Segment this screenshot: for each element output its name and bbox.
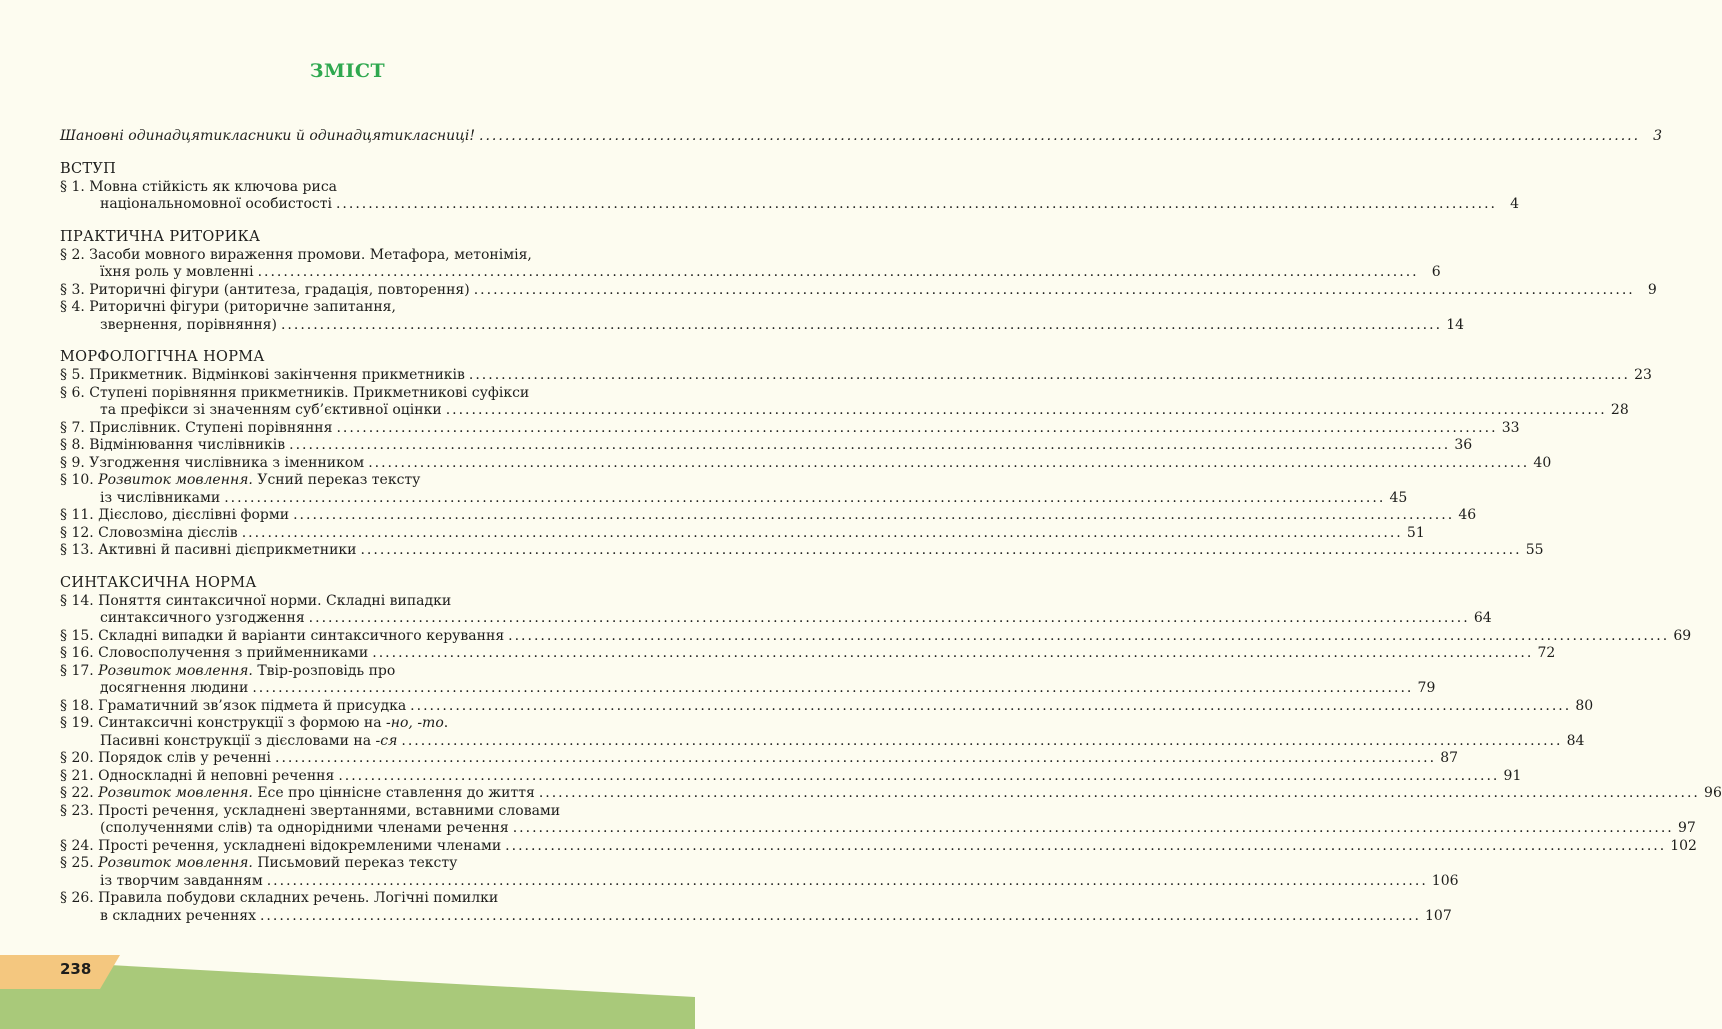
toc-entry[interactable]	[60, 837, 1697, 856]
toc-line-text	[100, 402, 442, 420]
toc-text-rest: .	[443, 715, 449, 731]
toc-entry[interactable]	[60, 419, 1520, 438]
dot-leader	[258, 264, 1419, 282]
toc-page-number[interactable]: 107	[1425, 907, 1452, 924]
toc-line	[60, 715, 611, 733]
toc-line-text	[60, 803, 560, 821]
toc-page-number[interactable]: 4	[1510, 196, 1520, 212]
toc-line-text	[60, 838, 501, 856]
toc-line-text	[100, 873, 263, 891]
toc-line-text	[60, 698, 406, 716]
toc-page-number[interactable]: 23	[1634, 367, 1652, 383]
dot-leader	[224, 490, 1385, 508]
toc-line	[60, 645, 1556, 663]
toc-line-text	[60, 247, 532, 265]
toc-entry[interactable]	[60, 662, 1436, 698]
toc-text: § 11. Дієслово, дієслівні форми	[60, 507, 290, 523]
dot-leader	[309, 610, 1470, 628]
toc-line-text	[60, 472, 420, 490]
toc-page-number[interactable]: 6	[1431, 264, 1441, 280]
dot-leader	[293, 507, 1454, 525]
toc-line-text	[60, 750, 271, 768]
toc-page-number[interactable]: 45	[1389, 489, 1408, 506]
table-of-contents	[60, 128, 1722, 925]
toc-text: § 13. Активні й пасивні дієприкметники	[60, 542, 357, 558]
toc-page-number[interactable]: 33	[1501, 419, 1520, 436]
toc-text-rest: Есе про ціннісне ставлення до життя	[252, 785, 535, 801]
toc-line-text	[60, 507, 289, 525]
toc-text: із творчим завданням	[100, 872, 263, 889]
dot-leader	[474, 282, 1635, 300]
toc-line	[60, 855, 611, 873]
toc-line	[60, 472, 611, 490]
dot-leader	[360, 542, 1521, 560]
toc-page-number[interactable]: 64	[1473, 610, 1492, 626]
toc-entry[interactable]	[60, 715, 1585, 750]
toc-text: Пасивні конструкції з дієсловами на	[100, 732, 376, 749]
dot-leader	[410, 698, 1571, 716]
toc-italic-text: -ся	[375, 732, 398, 749]
toc-entry[interactable]	[60, 627, 1692, 646]
toc-text: § 8. Відмінювання числівників	[60, 437, 286, 453]
toc-line	[60, 593, 611, 611]
toc-line-text	[100, 196, 332, 214]
dot-leader	[260, 908, 1421, 926]
toc-entry[interactable]	[60, 472, 1408, 507]
dot-leader	[505, 838, 1666, 856]
toc-intro[interactable]	[60, 128, 1663, 146]
dot-leader	[289, 437, 1450, 455]
toc-line-text	[60, 890, 498, 908]
toc-entry[interactable]	[60, 281, 1657, 300]
toc-line	[60, 542, 1544, 560]
toc-text: § 23. Прості речення, ускладнені звертаннями, вставними словами	[60, 802, 561, 819]
section-heading: МОРФОЛОГІЧНА НОРМА	[60, 349, 265, 365]
toc-page-number[interactable]: 14	[1446, 316, 1465, 333]
dot-leader	[469, 367, 1630, 385]
toc-entry[interactable]	[60, 645, 1556, 663]
toc-line-text	[100, 820, 509, 838]
toc-line-text	[60, 768, 334, 786]
dot-leader	[372, 645, 1533, 663]
toc-line	[60, 837, 1697, 856]
toc-page-number[interactable]: 55	[1525, 542, 1544, 558]
dot-leader	[252, 680, 1413, 698]
toc-entry[interactable]	[60, 542, 1544, 560]
toc-text: § 24. Прості речення, ускладнені відокремленими членами	[60, 837, 502, 854]
toc-line-text	[60, 367, 465, 385]
toc-line-text	[100, 264, 254, 282]
dot-leader	[242, 525, 1403, 543]
toc-line	[60, 627, 1692, 646]
toc-line	[60, 507, 1477, 525]
toc-line	[60, 890, 611, 908]
toc-line-text	[100, 733, 397, 751]
toc-line-text	[100, 490, 220, 508]
toc-page-number[interactable]: 84	[1566, 732, 1585, 749]
toc-page-number[interactable]: 3	[1653, 128, 1663, 144]
toc-line-text	[60, 525, 238, 543]
toc-text: § 22.	[60, 785, 99, 801]
toc-entry[interactable]	[60, 890, 1452, 925]
dot-leader	[479, 128, 1640, 146]
toc-entry[interactable]	[60, 384, 1629, 420]
toc-entry[interactable]	[60, 524, 1425, 543]
toc-italic-text: -но, -то	[386, 715, 444, 731]
toc-entry[interactable]	[60, 299, 1465, 334]
footer-decoration	[0, 929, 695, 1029]
toc-text: § 2. Засоби мовного вираження промови. Метафора, метонімія,	[60, 246, 532, 263]
toc-text: синтаксичного узгодження	[100, 610, 305, 626]
toc-entry[interactable]	[60, 802, 1696, 838]
toc-italic-text: Розвиток мовлення.	[98, 855, 253, 871]
toc-line	[60, 454, 1552, 473]
toc-text: § 15. Складні випадки й варіанти синтаксичного керування	[60, 627, 505, 644]
toc-entry[interactable]	[60, 178, 1520, 214]
toc-text: § 4. Риторичні фігури (риторичне запитання,	[60, 299, 396, 315]
toc-line	[60, 367, 1652, 385]
toc-text: § 20. Порядок слів у реченні	[60, 750, 272, 766]
toc-italic-text: Розвиток мовлення.	[98, 472, 253, 488]
toc-line	[60, 264, 1441, 282]
toc-text-rest: Твір-розповідь про	[252, 662, 396, 679]
toc-line-text	[100, 908, 256, 926]
toc-entry[interactable]	[60, 785, 1722, 803]
toc-page-number[interactable]: 72	[1537, 645, 1556, 661]
toc-line-text	[60, 542, 356, 560]
toc-line-text	[60, 715, 448, 733]
dot-leader	[513, 820, 1674, 838]
toc-text-rest: Письмовий переказ тексту	[252, 855, 458, 871]
toc-line-text	[100, 680, 248, 698]
toc-page-number[interactable]: 28	[1610, 402, 1629, 418]
toc-line	[60, 767, 1522, 786]
toc-line-text	[60, 420, 332, 438]
toc-line	[60, 610, 1492, 628]
toc-line	[60, 663, 611, 681]
toc-line-text	[60, 593, 451, 611]
toc-text: § 7. Прислівник. Ступені порівняння	[60, 419, 333, 436]
toc-line	[60, 196, 1520, 214]
toc-entry[interactable]	[60, 697, 1594, 716]
toc-page-number[interactable]: 9	[1647, 281, 1657, 298]
toc-page-number[interactable]: 40	[1533, 454, 1552, 471]
toc-page-number[interactable]: 96	[1704, 785, 1722, 801]
dot-leader	[446, 402, 1607, 420]
toc-page-number[interactable]: 106	[1431, 872, 1459, 889]
toc-line-text	[60, 282, 470, 300]
toc-line-text	[60, 645, 368, 663]
toc-page-number[interactable]: 46	[1458, 507, 1477, 523]
toc-line-text	[60, 855, 457, 873]
toc-line	[60, 907, 1452, 926]
toc-text: § 19. Синтаксичні конструкції з формою на	[60, 715, 387, 731]
toc-line-text	[60, 785, 535, 803]
dot-leader	[368, 455, 1529, 473]
page-number: 238	[60, 960, 92, 978]
toc-page-number[interactable]: 80	[1575, 697, 1594, 714]
dot-leader	[281, 317, 1442, 335]
toc-text: § 14. Поняття синтаксичної норми. Складні випадки	[60, 592, 452, 609]
dot-leader	[267, 873, 1428, 891]
toc-page-number[interactable]: 69	[1673, 627, 1692, 644]
toc-text: § 3. Риторичні фігури (антитеза, градація, повторення)	[60, 281, 470, 298]
toc-line-text	[60, 455, 364, 473]
toc-text: досягнення людини	[100, 680, 249, 696]
toc-line	[60, 385, 611, 403]
toc-line	[60, 489, 1408, 508]
dot-leader	[539, 785, 1700, 803]
toc-line	[60, 524, 1425, 543]
toc-italic-text: Розвиток мовлення.	[98, 785, 253, 801]
toc-line	[60, 179, 611, 197]
toc-line-text	[60, 663, 395, 681]
toc-page-number[interactable]: 36	[1454, 437, 1473, 453]
dot-leader	[336, 196, 1497, 214]
toc-line	[60, 820, 1696, 838]
toc-line-text	[60, 628, 504, 646]
toc-page-number[interactable]: 102	[1670, 837, 1697, 854]
toc-line	[60, 750, 1459, 768]
toc-line	[60, 281, 1657, 300]
toc-line	[60, 872, 1459, 891]
toc-section	[60, 348, 1652, 560]
toc-text: § 12. Словозміна дієслів	[60, 524, 238, 541]
toc-page-number[interactable]: 87	[1440, 750, 1459, 766]
section-heading: ПРАКТИЧНА РИТОРИКА	[60, 228, 261, 245]
toc-section	[60, 228, 1657, 335]
toc-line	[60, 785, 1722, 803]
toc-page-number[interactable]: 79	[1417, 680, 1436, 696]
toc-intro-text: Шановні одинадцятикласники й одинадцятикласниці!	[60, 128, 476, 144]
toc-line	[60, 402, 1629, 420]
toc-entry[interactable]	[60, 246, 1441, 282]
toc-italic-text: Розвиток мовлення.	[98, 662, 253, 679]
toc-page-number[interactable]: 97	[1677, 820, 1696, 836]
toc-text: § 18. Граматичний зв’язок підмета й присудка	[60, 697, 407, 714]
toc-text: в складних реченнях	[100, 907, 256, 924]
toc-text-rest: Усний переказ тексту	[252, 472, 421, 488]
toc-entry[interactable]	[60, 767, 1522, 786]
toc-text: § 1. Мовна стійкість як ключова риса	[60, 178, 338, 195]
toc-line	[60, 680, 1436, 698]
dot-leader	[338, 768, 1499, 786]
toc-text: § 26. Правила побудови складних речень. Логічні помилки	[60, 890, 499, 906]
toc-text: із числівниками	[100, 489, 221, 506]
toc-line	[60, 316, 1465, 335]
toc-text: звернення, порівняння)	[100, 316, 277, 333]
toc-entry[interactable]	[60, 592, 1492, 628]
toc-text: національномовної особистості	[100, 196, 332, 212]
dot-leader	[275, 750, 1436, 768]
toc-entry[interactable]	[60, 855, 1459, 890]
toc-line-text	[60, 299, 396, 317]
toc-line	[60, 247, 611, 265]
toc-entry[interactable]	[60, 750, 1459, 768]
toc-text: § 10.	[60, 472, 99, 488]
toc-section	[60, 160, 1520, 214]
dot-leader	[401, 733, 1562, 751]
toc-text: § 5. Прикметник. Відмінкові закінчення прикметників	[60, 367, 465, 383]
page-title: ЗМІСТ	[309, 60, 386, 82]
toc-line-text	[60, 385, 529, 403]
toc-line-text	[100, 610, 305, 628]
toc-line-text	[100, 317, 277, 335]
toc-line	[60, 299, 611, 317]
toc-line	[60, 803, 611, 821]
toc-text: § 6. Ступені порівняння прикметників. Прикметникові суфікси	[60, 384, 530, 401]
toc-text: § 21. Односкладні й неповні речення	[60, 767, 335, 784]
dot-leader	[336, 420, 1497, 438]
toc-page-number[interactable]: 51	[1406, 524, 1425, 541]
section-heading: ВСТУП	[60, 160, 117, 177]
toc-text: § 9. Узгодження числівника з іменником	[60, 454, 365, 471]
dot-leader	[508, 628, 1669, 646]
toc-entry[interactable]	[60, 454, 1552, 473]
toc-entry[interactable]	[60, 507, 1477, 525]
toc-line-text	[60, 179, 337, 197]
section-heading: СИНТАКСИЧНА НОРМА	[60, 574, 257, 591]
footer-band	[0, 929, 695, 1029]
toc-page-number[interactable]: 91	[1503, 767, 1522, 784]
toc-text: їхня роль у мовленні	[100, 264, 254, 280]
toc-line	[60, 697, 1594, 716]
toc-line	[60, 732, 1585, 751]
toc-section	[60, 574, 1722, 926]
toc-line	[60, 419, 1520, 438]
toc-text: (сполученнями слів) та однорідними членами речення	[100, 820, 509, 836]
toc-line-text	[60, 437, 285, 455]
toc-text: § 16. Словосполучення з прийменниками	[60, 645, 369, 661]
toc-line	[60, 437, 1473, 455]
toc-text: та префікси зі значенням суб’єктивної оцінки	[100, 402, 442, 418]
toc-entry[interactable]	[60, 367, 1652, 385]
toc-entry[interactable]	[60, 437, 1473, 455]
toc-text: § 25.	[60, 855, 99, 871]
toc-text: § 17.	[60, 662, 99, 679]
